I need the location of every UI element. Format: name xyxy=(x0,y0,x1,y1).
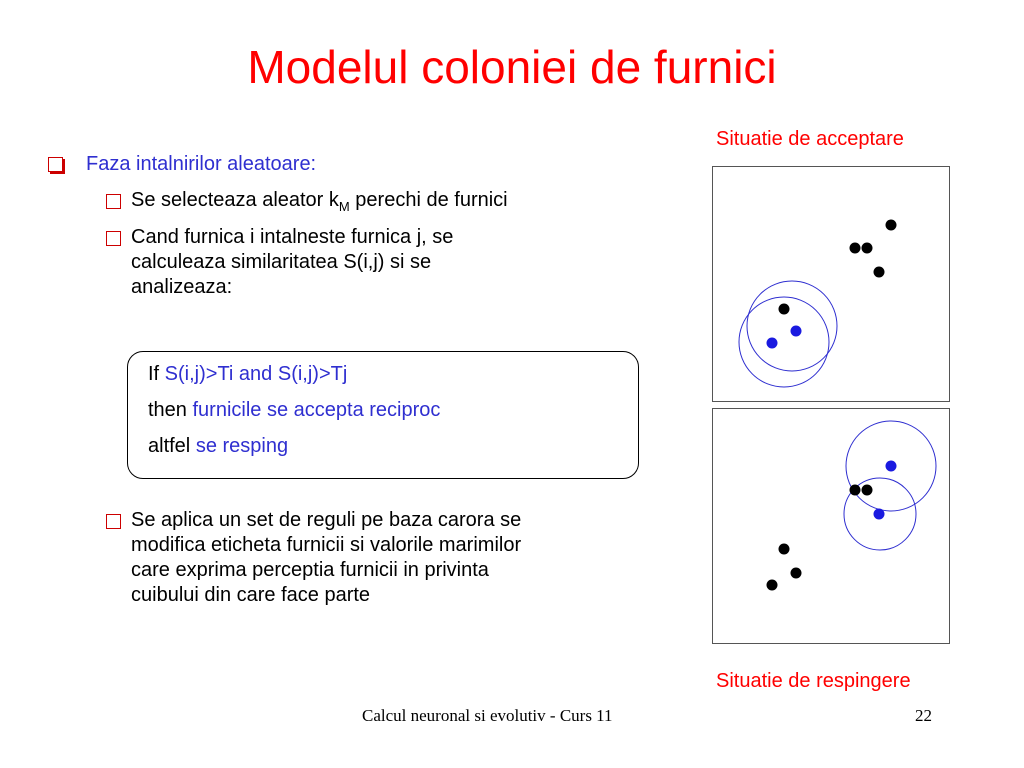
rule-if-keyword: If xyxy=(148,363,165,385)
ant-dot-black xyxy=(874,267,885,278)
caption-acceptance: Situatie de acceptare xyxy=(716,128,904,150)
caption-rejection: Situatie de respingere xyxy=(716,670,911,692)
checkbox-bullet-icon xyxy=(106,194,121,209)
ant-dot-black xyxy=(767,580,778,591)
main-bullet-text: Faza intalnirilor aleatoare: xyxy=(86,153,317,175)
sub-bullet-1 xyxy=(131,188,508,219)
ant-dot-black xyxy=(791,568,802,579)
ant-dot-black xyxy=(850,243,861,254)
sub-bullet-2-line: calculeaza similaritatea S(i,j) si se xyxy=(131,251,432,273)
checkbox-bullet-icon xyxy=(106,514,121,529)
ant-dot-black xyxy=(779,304,790,315)
sub-bullet-3-line: Se aplica un set de reguli pe baza carora se xyxy=(131,509,522,531)
ant-dot-blue xyxy=(886,461,897,472)
rule-if-line xyxy=(148,362,347,386)
slide-title: Modelul coloniei de furnici xyxy=(247,41,777,93)
checkbox-bullet-icon xyxy=(106,231,121,246)
ant-dot-black xyxy=(862,485,873,496)
rule-then-action: furnicile se accepta reciproc xyxy=(192,399,441,421)
rule-else-line xyxy=(148,434,288,458)
ant-dot-black xyxy=(850,485,861,496)
diagram-frame xyxy=(713,167,950,402)
footer-course: Calcul neuronal si evolutiv - Curs 11 xyxy=(362,706,613,725)
rejection-diagram xyxy=(712,408,950,644)
rule-else-keyword: altfel xyxy=(148,435,196,457)
sub-bullet-3 xyxy=(131,508,521,608)
sub-bullet-3-line: care exprima perceptia furnicii in privinta xyxy=(131,559,489,581)
sub-bullet-3-line: modifica eticheta furnicii si valorile marimilor xyxy=(131,534,522,556)
ant-dot-black xyxy=(779,544,790,555)
sub-bullet-1-subscript: M xyxy=(338,199,350,214)
acceptance-diagram xyxy=(712,166,950,402)
sub-bullet-1-prefix: Se selecteaza aleator k xyxy=(131,189,339,211)
ant-dot-black xyxy=(886,220,897,231)
rule-then-line xyxy=(148,398,440,422)
ant-dot-blue xyxy=(874,509,885,520)
checkbox-bullet-icon xyxy=(48,157,63,172)
sub-bullet-2-line: analizeaza: xyxy=(131,276,233,298)
sub-bullet-2-line: Cand furnica i intalneste furnica j, se xyxy=(131,226,454,248)
sub-bullet-1-suffix: perechi de furnici xyxy=(349,189,508,211)
page-number: 22 xyxy=(915,706,932,725)
rule-then-keyword: then xyxy=(148,399,193,421)
ant-dot-black xyxy=(862,243,873,254)
rule-else-action: se resping xyxy=(195,435,289,457)
sub-bullet-3-line: cuibului din care face parte xyxy=(131,584,371,606)
sub-bullet-2 xyxy=(131,225,453,300)
ant-dot-blue xyxy=(791,326,802,337)
ant-dot-blue xyxy=(767,338,778,349)
rule-if-condition: S(i,j)>Ti and S(i,j)>Tj xyxy=(164,363,348,385)
